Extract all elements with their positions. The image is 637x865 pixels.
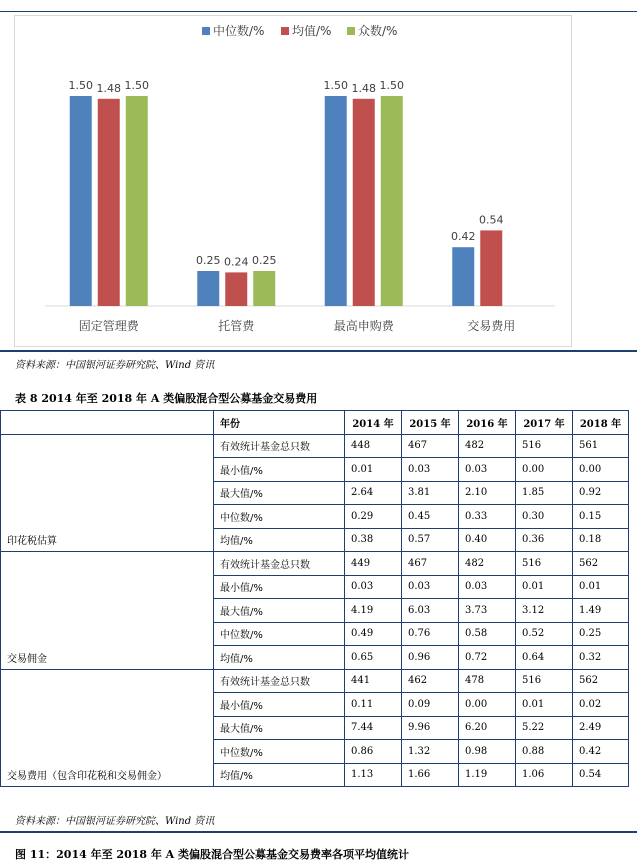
value-cell: 1.32 xyxy=(402,740,459,764)
bar-3-1 xyxy=(126,96,148,306)
header-2017: 2017 年 xyxy=(516,411,573,435)
value-cell: 0.57 xyxy=(402,528,459,552)
category-label: 固定管理费 xyxy=(78,319,139,333)
value-cell: 0.36 xyxy=(516,528,573,552)
bar-1-2 xyxy=(197,271,219,306)
legend-label: 均值/% xyxy=(292,24,332,38)
value-cell: 7.44 xyxy=(345,716,402,740)
metric-label: 均值/% xyxy=(214,528,345,552)
value-cell: 0.33 xyxy=(459,505,516,529)
value-cell: 1.06 xyxy=(516,763,573,787)
value-cell: 478 xyxy=(459,669,516,693)
metric-label: 最大值/% xyxy=(214,716,345,740)
metric-label: 中位数/% xyxy=(214,505,345,529)
table-header-row xyxy=(1,411,629,435)
value-cell: 4.19 xyxy=(345,599,402,623)
data-label: 0.25 xyxy=(252,254,277,267)
value-cell: 3.81 xyxy=(402,481,459,505)
value-cell: 0.45 xyxy=(402,505,459,529)
value-cell: 0.00 xyxy=(459,693,516,717)
data-label: 1.50 xyxy=(379,79,404,92)
value-cell: 0.65 xyxy=(345,646,402,670)
metric-label: 有效统计基金总只数 xyxy=(214,552,345,576)
value-cell: 467 xyxy=(402,434,459,458)
header-2016: 2016 年 xyxy=(459,411,516,435)
value-cell: 0.03 xyxy=(402,458,459,482)
value-cell: 9.96 xyxy=(402,716,459,740)
value-cell: 0.40 xyxy=(459,528,516,552)
value-cell: 1.13 xyxy=(345,763,402,787)
fee-table xyxy=(0,410,629,787)
bar-3-2 xyxy=(253,271,275,306)
bar-1-1 xyxy=(70,96,92,306)
metric-label: 最小值/% xyxy=(214,458,345,482)
metric-label: 最大值/% xyxy=(214,481,345,505)
category-label: 最高申购费 xyxy=(333,319,394,333)
data-label: 0.54 xyxy=(479,213,504,227)
value-cell: 448 xyxy=(345,434,402,458)
metric-label: 中位数/% xyxy=(214,622,345,646)
value-cell: 0.72 xyxy=(459,646,516,670)
data-label: 0.24 xyxy=(224,255,249,269)
header-2018: 2018 年 xyxy=(573,411,629,435)
metric-label: 最小值/% xyxy=(214,575,345,599)
data-label: 0.42 xyxy=(451,230,476,244)
chart-source-note: 资料来源：中国银河证券研究院、Wind 资讯 xyxy=(15,360,215,371)
value-cell: 3.73 xyxy=(459,599,516,623)
metric-label: 有效统计基金总只数 xyxy=(214,669,345,693)
value-cell: 0.98 xyxy=(459,740,516,764)
value-cell: 516 xyxy=(516,552,573,576)
value-cell: 2.64 xyxy=(345,481,402,505)
value-cell: 0.30 xyxy=(516,505,573,529)
table-row xyxy=(1,669,629,693)
value-cell: 0.54 xyxy=(573,763,629,787)
bar-2-3 xyxy=(353,99,375,306)
bar-2-2 xyxy=(225,272,247,306)
value-cell: 449 xyxy=(345,552,402,576)
metric-label: 有效统计基金总只数 xyxy=(214,434,345,458)
value-cell: 0.03 xyxy=(459,458,516,482)
value-cell: 0.11 xyxy=(345,693,402,717)
bar-1-3 xyxy=(325,96,347,306)
value-cell: 462 xyxy=(402,669,459,693)
metric-label: 最小值/% xyxy=(214,693,345,717)
data-label: 1.50 xyxy=(124,79,149,92)
value-cell: 6.20 xyxy=(459,716,516,740)
data-label: 1.50 xyxy=(323,79,348,92)
value-cell: 441 xyxy=(345,669,402,693)
value-cell: 5.22 xyxy=(516,716,573,740)
legend-swatch xyxy=(202,27,210,35)
value-cell: 0.32 xyxy=(573,646,629,670)
data-label: 1.50 xyxy=(68,79,93,92)
table-row xyxy=(1,552,629,576)
value-cell: 0.49 xyxy=(345,622,402,646)
value-cell: 0.15 xyxy=(573,505,629,529)
value-cell: 0.01 xyxy=(345,458,402,482)
value-cell: 0.29 xyxy=(345,505,402,529)
value-cell: 467 xyxy=(402,552,459,576)
value-cell: 0.01 xyxy=(516,575,573,599)
value-cell: 0.03 xyxy=(459,575,516,599)
bar-2-1 xyxy=(98,99,120,306)
value-cell: 1.49 xyxy=(573,599,629,623)
fee-bar-chart xyxy=(14,15,572,347)
value-cell: 0.00 xyxy=(573,458,629,482)
data-label: 0.25 xyxy=(196,254,221,267)
metric-label: 均值/% xyxy=(214,763,345,787)
value-cell: 0.76 xyxy=(402,622,459,646)
metric-label: 最大值/% xyxy=(214,599,345,623)
table-bottom-rule xyxy=(0,831,637,833)
figure-caption: 图 11：2014 年至 2018 年 A 类偏股混合型公募基金交易费率各项平均值统计 xyxy=(15,848,410,861)
header-year: 年份 xyxy=(214,411,345,435)
value-cell: 0.88 xyxy=(516,740,573,764)
legend-label: 众数/% xyxy=(358,24,398,38)
value-cell: 0.03 xyxy=(402,575,459,599)
value-cell: 0.64 xyxy=(516,646,573,670)
value-cell: 482 xyxy=(459,434,516,458)
value-cell: 0.02 xyxy=(573,693,629,717)
value-cell: 562 xyxy=(573,669,629,693)
value-cell: 1.66 xyxy=(402,763,459,787)
category-label: 交易费用 xyxy=(467,319,516,333)
group-label: 交易费用（包含印花税和交易佣金） xyxy=(1,669,214,787)
chart-bottom-rule xyxy=(0,350,637,352)
value-cell: 0.58 xyxy=(459,622,516,646)
value-cell: 516 xyxy=(516,434,573,458)
value-cell: 562 xyxy=(573,552,629,576)
table-row xyxy=(1,434,629,458)
value-cell: 0.01 xyxy=(516,693,573,717)
table-caption: 表 8 2014 年至 2018 年 A 类偏股混合型公募基金交易费用 xyxy=(15,392,318,405)
value-cell: 3.12 xyxy=(516,599,573,623)
group-label: 印花税估算 xyxy=(1,434,214,552)
value-cell: 0.86 xyxy=(345,740,402,764)
value-cell: 2.49 xyxy=(573,716,629,740)
bar-1-4 xyxy=(452,247,474,306)
legend-swatch xyxy=(347,27,355,35)
value-cell: 482 xyxy=(459,552,516,576)
value-cell: 516 xyxy=(516,669,573,693)
legend-label: 中位数/% xyxy=(213,24,265,38)
top-rule xyxy=(0,11,637,12)
value-cell: 0.01 xyxy=(573,575,629,599)
value-cell: 6.03 xyxy=(402,599,459,623)
data-label: 1.48 xyxy=(351,81,376,95)
value-cell: 0.09 xyxy=(402,693,459,717)
legend-swatch xyxy=(281,27,289,35)
value-cell: 0.00 xyxy=(516,458,573,482)
value-cell: 561 xyxy=(573,434,629,458)
value-cell: 0.18 xyxy=(573,528,629,552)
value-cell: 0.42 xyxy=(573,740,629,764)
header-group xyxy=(1,411,214,435)
group-label: 交易佣金 xyxy=(1,552,214,670)
bar-3-3 xyxy=(381,96,403,306)
chart-svg xyxy=(15,16,571,346)
value-cell: 1.19 xyxy=(459,763,516,787)
metric-label: 中位数/% xyxy=(214,740,345,764)
bar-2-4 xyxy=(480,230,502,306)
value-cell: 0.52 xyxy=(516,622,573,646)
table-source-note: 资料来源：中国银河证券研究院、Wind 资讯 xyxy=(15,816,215,827)
metric-label: 均值/% xyxy=(214,646,345,670)
header-2014: 2014 年 xyxy=(345,411,402,435)
value-cell: 1.85 xyxy=(516,481,573,505)
header-2015: 2015 年 xyxy=(402,411,459,435)
data-label: 1.48 xyxy=(96,81,121,95)
value-cell: 0.96 xyxy=(402,646,459,670)
value-cell: 0.25 xyxy=(573,622,629,646)
category-label: 托管费 xyxy=(218,319,255,333)
value-cell: 0.92 xyxy=(573,481,629,505)
value-cell: 0.03 xyxy=(345,575,402,599)
value-cell: 0.38 xyxy=(345,528,402,552)
value-cell: 2.10 xyxy=(459,481,516,505)
